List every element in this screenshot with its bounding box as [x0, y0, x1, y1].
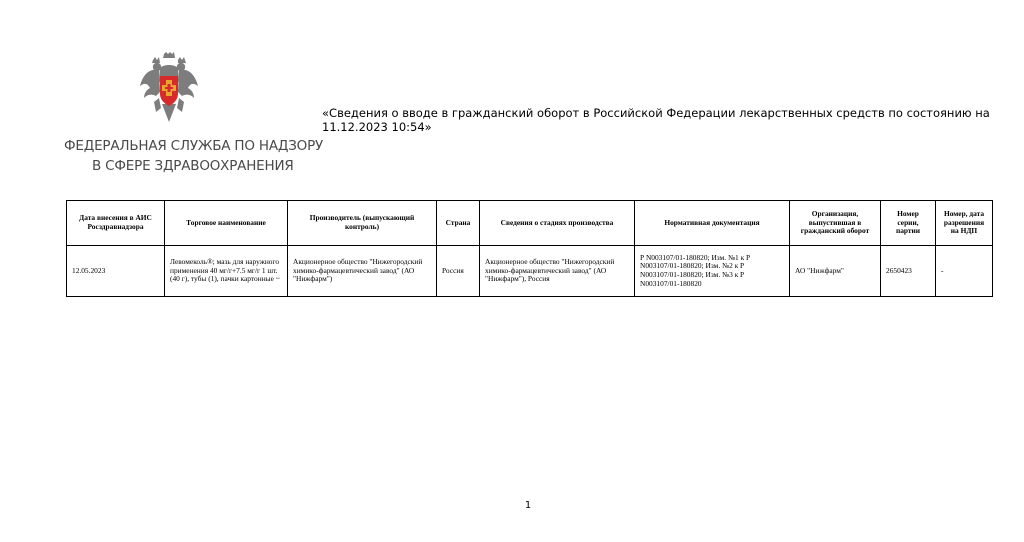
- cell-organization: АО "Нижфарм": [790, 246, 881, 297]
- cell-permit: -: [936, 246, 993, 297]
- column-header-stages: Сведения о стадиях производства: [480, 201, 635, 246]
- cell-date: 12.05.2023: [67, 246, 165, 297]
- column-header-date: Дата внесения в АИС Росздравнадзора: [67, 201, 165, 246]
- column-header-series: Номер серии, партии: [881, 201, 936, 246]
- column-header-organization: Организация, выпустившая в гражданский оборот: [790, 201, 881, 246]
- double-headed-eagle-emblem-icon: [138, 52, 200, 126]
- cell-trade-name: Левомеколь®; мазь для наружного применения 40 мг/г+7.5 мг/г 1 шт. (40 г), тубы (1), пачки картонные ~: [165, 246, 288, 297]
- cell-norm-docs: Р N003107/01-180820; Изм. №1 к Р N003107/01-180820; Изм. №2 к Р N003107/01-180820; Изм. №3 к Р N003107/01-180820: [635, 246, 790, 297]
- column-header-trade-name: Торговое наименование: [165, 201, 288, 246]
- table-header-row: [67, 201, 993, 246]
- agency-name-line1: ФЕДЕРАЛЬНАЯ СЛУЖБА ПО НАДЗОРУ: [64, 138, 324, 154]
- page-number: 1: [524, 500, 532, 511]
- cell-series: 2650423: [881, 246, 936, 297]
- column-header-norm-docs: Нормативная документация: [635, 201, 790, 246]
- column-header-permit: Номер, дата разрешения на НДП: [936, 201, 993, 246]
- cell-stages: Акционерное общество "Нижегородский химико-фармацевтический завод" (АО "Нижфарм"), Россия: [480, 246, 635, 297]
- medicines-registry-table: [66, 200, 993, 297]
- column-header-country: Страна: [437, 201, 480, 246]
- table-row: [67, 246, 993, 297]
- agency-name-line2: В СФЕРЕ ЗДРАВООХРАНЕНИЯ: [92, 158, 294, 174]
- cell-manufacturer: Акционерное общество "Нижегородский химико-фармацевтический завод" (АО "Нижфарм"): [288, 246, 437, 297]
- document-title: «Сведения о вводе в гражданский оборот в Российской Федерации лекарственных средств по состоянию на 11.12.2023 10:54»: [322, 106, 990, 134]
- cell-country: Россия: [437, 246, 480, 297]
- column-header-manufacturer: Производитель (выпускающий контроль): [288, 201, 437, 246]
